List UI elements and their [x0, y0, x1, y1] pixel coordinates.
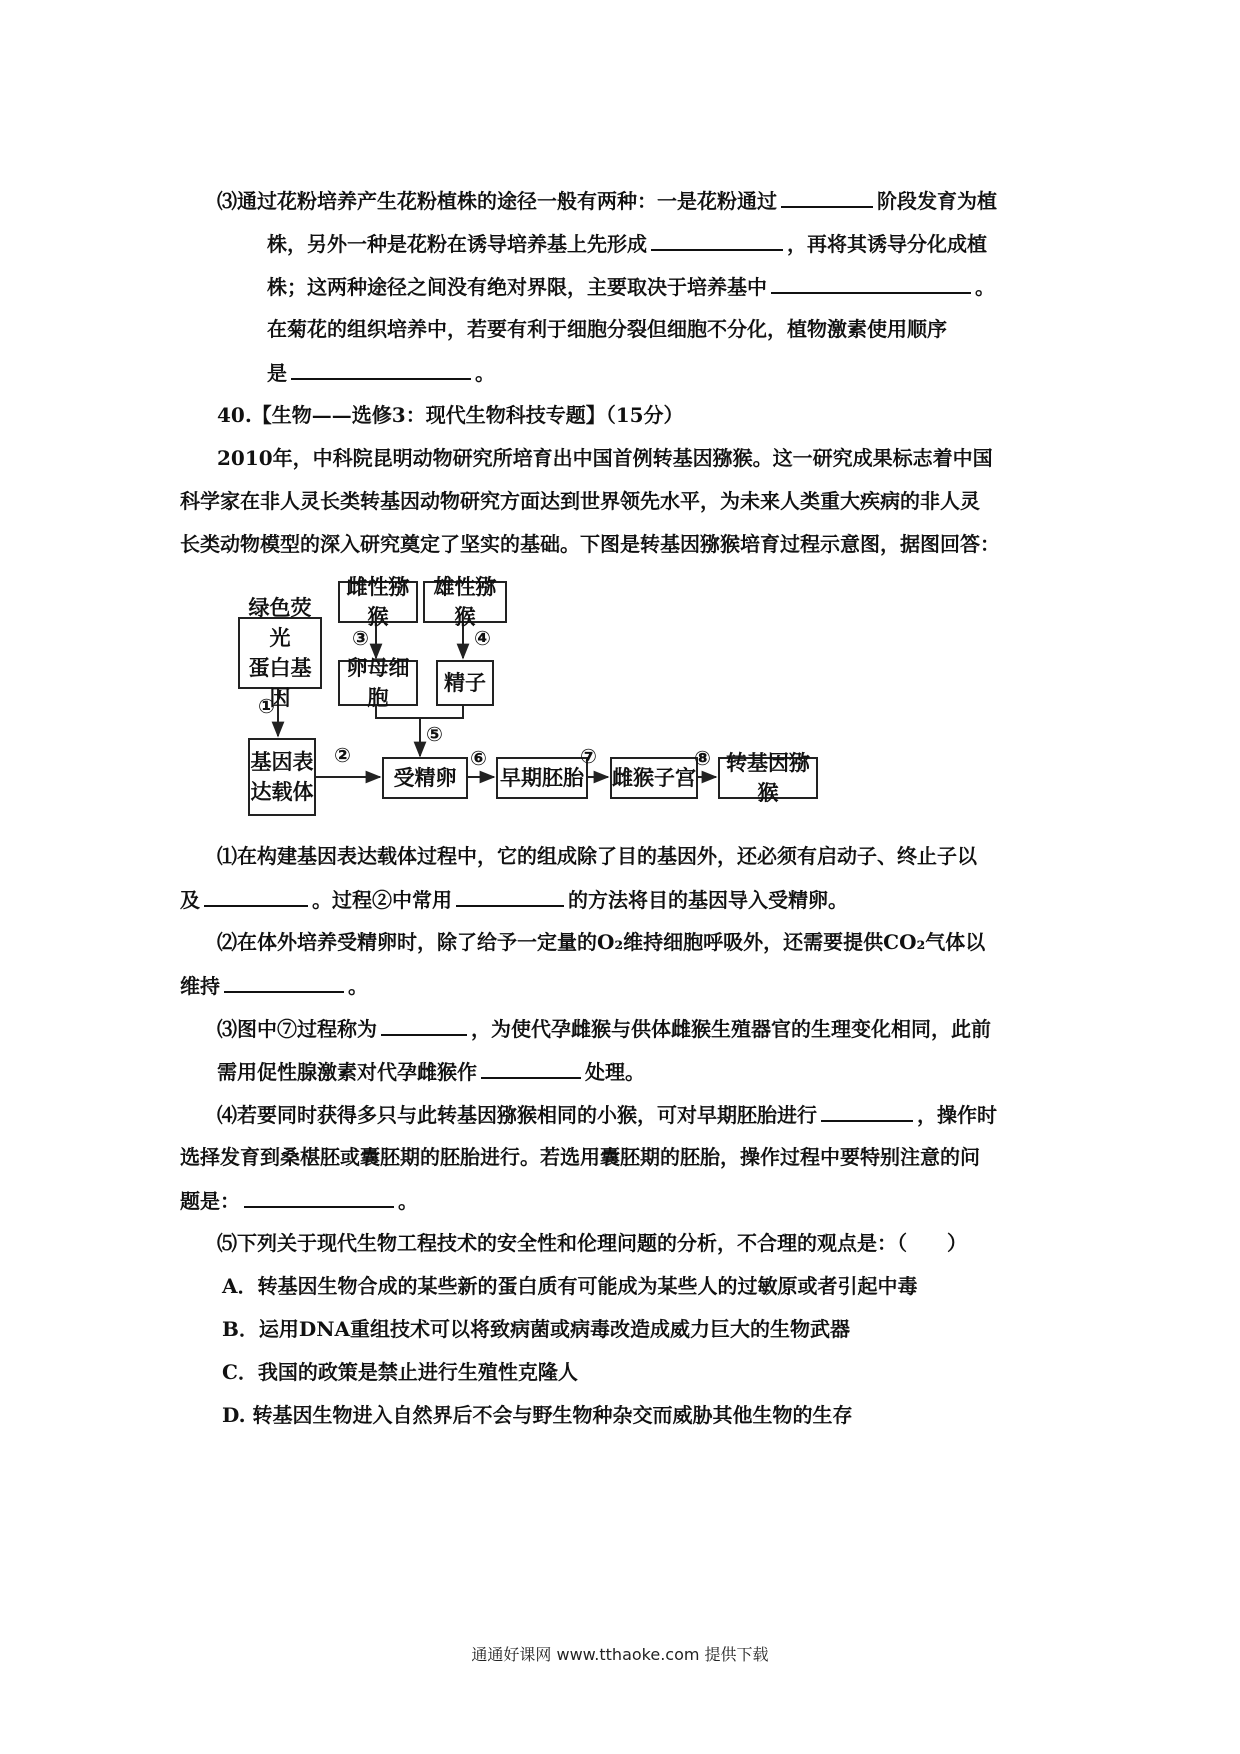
- box-early-embryo: 早期胚胎: [496, 757, 588, 799]
- answer-blank[interactable]: [244, 1186, 394, 1208]
- q3-line2: [217, 1057, 645, 1087]
- step-2-label: ②: [334, 743, 351, 767]
- text: 达载体: [250, 779, 314, 804]
- text: 。: [975, 275, 995, 299]
- answer-blank[interactable]: [481, 1057, 581, 1079]
- text: 处理。: [585, 1060, 645, 1084]
- text: 。: [348, 974, 368, 998]
- q2-line2: [180, 971, 368, 1001]
- step-7-label: ⑦: [580, 744, 597, 768]
- box-gfp-gene: [238, 595, 322, 710]
- q1-line1: ⑴在构建基因表达载体过程中，它的组成除了目的基因外，还必须有启动子、终止子以: [217, 844, 977, 868]
- text: ⑶图中⑦过程称为: [217, 1017, 377, 1041]
- q4-line1: [217, 1100, 997, 1130]
- text: 及: [180, 888, 200, 912]
- step-1-label: ①: [258, 694, 275, 718]
- q4-line3: [180, 1186, 418, 1216]
- q1-line2: [180, 885, 848, 915]
- answer-blank[interactable]: [204, 885, 308, 907]
- text: 是: [267, 361, 287, 385]
- box-female-monkey: 雌性猕猴: [338, 581, 418, 623]
- step-8-label: ⑧: [694, 746, 711, 770]
- text: 阶段发育为植: [877, 189, 997, 213]
- answer-blank[interactable]: [456, 885, 564, 907]
- q2-line1: ⑵在体外培养受精卵时，除了给予一定量的O₂维持细胞呼吸外，还需要提供CO₂气体以: [217, 930, 986, 954]
- step-6-label: ⑥: [470, 746, 487, 770]
- text: 的方法将目的基因导入受精卵。: [568, 888, 848, 912]
- q4-line2: 选择发育到桑椹胚或囊胚期的胚胎进行。若选用囊胚期的胚胎，操作过程中要特别注意的问: [180, 1145, 980, 1169]
- text: 需用促性腺激素对代孕雌猴作: [217, 1060, 477, 1084]
- text: 基因表: [250, 749, 314, 774]
- box-zygote: 受精卵: [382, 757, 468, 799]
- text: 。: [398, 1189, 418, 1213]
- box-sperm: 精子: [436, 660, 494, 706]
- q40-intro-line1: 2010年，中科院昆明动物研究所培育出中国首例转基因猕猴。这一研究成果标志着中国: [217, 446, 993, 470]
- answer-blank[interactable]: [381, 1014, 467, 1036]
- box-oocyte: 卵母细胞: [338, 660, 418, 706]
- q5-option-c[interactable]: C．我国的政策是禁止进行生殖性克隆人: [222, 1360, 578, 1384]
- text: 株，另外一种是花粉在诱导培养基上先形成: [267, 232, 647, 256]
- q5-stem: ⑸下列关于现代生物工程技术的安全性和伦理问题的分析，不合理的观点是：（ ）: [217, 1231, 967, 1255]
- text: ，为使代孕雌猴与供体雌猴生殖器官的生理变化相同，此前: [471, 1017, 991, 1041]
- step-4-label: ④: [474, 626, 491, 650]
- q5-option-a[interactable]: A．转基因生物合成的某些新的蛋白质有可能成为某些人的过敏原或者引起中毒: [222, 1274, 918, 1298]
- page-footer: 通通好课网 www.tthaoke.com 提供下载: [471, 1645, 769, 1664]
- text: 绿色荧光: [248, 595, 312, 650]
- answer-blank[interactable]: [224, 971, 344, 993]
- q3-line1: [217, 1014, 991, 1044]
- step-5-label: ⑤: [426, 722, 443, 746]
- q39-part3-line4: 在菊花的组织培养中，若要有利于细胞分裂但细胞不分化，植物激素使用顺序: [267, 317, 947, 341]
- q5-option-b[interactable]: B．运用DNA重组技术可以将致病菌或病毒改造成威力巨大的生物武器: [222, 1317, 851, 1341]
- box-female-uterus: 雌猴子宫: [610, 757, 698, 799]
- box-transgenic-monkey: 转基因猕猴: [718, 757, 818, 799]
- text: ⑶通过花粉培养产生花粉植株的途径一般有两种：一是花粉通过: [217, 189, 777, 213]
- step-3-label: ③: [352, 626, 369, 650]
- text: ，再将其诱导分化成植: [787, 232, 987, 256]
- text: 。: [475, 361, 495, 385]
- box-male-monkey: 雄性猕猴: [423, 581, 507, 623]
- text: 题是：: [180, 1189, 240, 1213]
- q5-option-d[interactable]: D. 转基因生物进入自然界后不会与野生物种杂交而威胁其他生物的生存: [222, 1403, 853, 1427]
- text: ，操作时: [917, 1103, 997, 1127]
- q40-heading: 40.【生物——选修3：现代生物科技专题】（15分）: [217, 403, 684, 427]
- text: 维持: [180, 974, 220, 998]
- text: 株；这两种途径之间没有绝对界限，主要取决于培养基中: [267, 275, 767, 299]
- q40-intro-line2: 科学家在非人灵长类转基因动物研究方面达到世界领先水平，为未来人类重大疾病的非人灵: [180, 489, 980, 513]
- text: 。过程②中常用: [312, 888, 452, 912]
- text: 蛋白基因: [248, 655, 312, 710]
- answer-blank[interactable]: [821, 1100, 913, 1122]
- box-expression-vector: [248, 738, 316, 816]
- q40-intro-line3: 长类动物模型的深入研究奠定了坚实的基础。下图是转基因猕猴培育过程示意图，据图回答：: [180, 532, 1000, 556]
- text: ⑷若要同时获得多只与此转基因猕猴相同的小猴，可对早期胚胎进行: [217, 1103, 817, 1127]
